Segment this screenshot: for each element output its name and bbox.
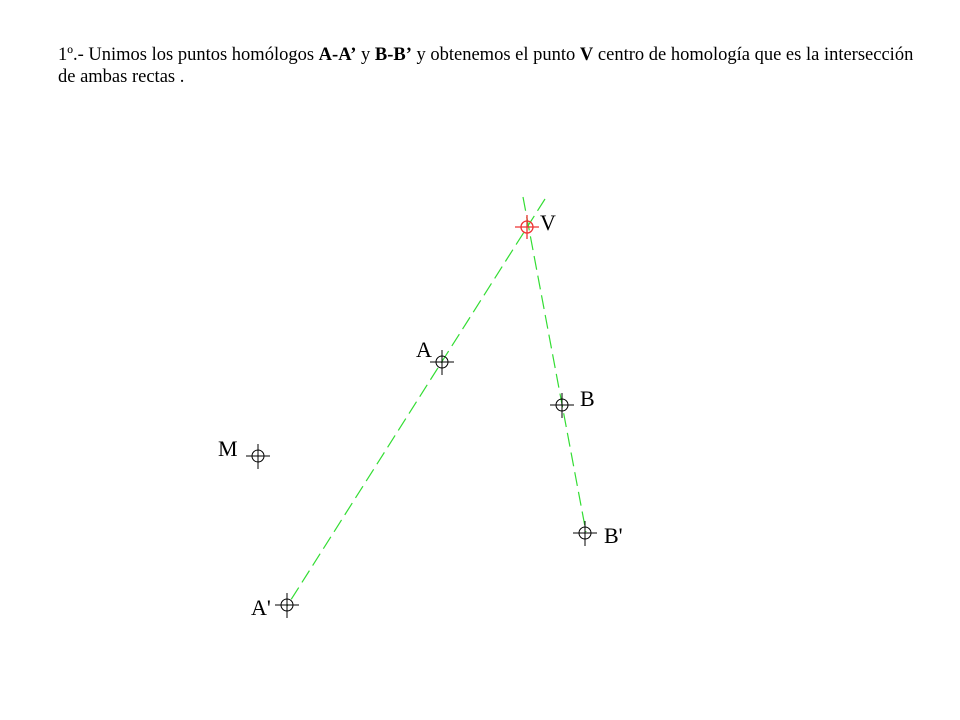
label-a-inline: A: [318, 45, 333, 65]
label-v-inline: V: [579, 45, 594, 65]
point-a-label: A: [416, 337, 432, 362]
label-b-inline: B: [374, 45, 388, 65]
point-a-prime-marker: [275, 593, 299, 618]
label-a-prime-inline: A’: [338, 45, 357, 65]
point-b-prime-marker: [573, 521, 597, 546]
point-m-marker: [246, 444, 270, 469]
label-b-prime-inline: B’: [393, 45, 412, 65]
point-a-marker: [430, 350, 454, 375]
step-number: 1º.-: [58, 45, 84, 65]
instruction-text: 1º.- Unimos los puntos homólogos A-A’ y B-B’ y obtenemos el punto V centro de homología que es la intersección de ambas rectas .: [58, 45, 914, 87]
point-b-label: B: [580, 386, 595, 411]
line-a-a-prime: [287, 199, 545, 606]
point-m-label: M: [218, 436, 238, 461]
point-b-prime-label: B': [604, 523, 623, 548]
point-a-prime-label: A': [251, 595, 271, 620]
point-b-marker: [550, 393, 574, 418]
point-v-label: V: [540, 210, 556, 235]
point-v-marker: [515, 215, 539, 239]
line-b-b-prime: [523, 197, 586, 532]
